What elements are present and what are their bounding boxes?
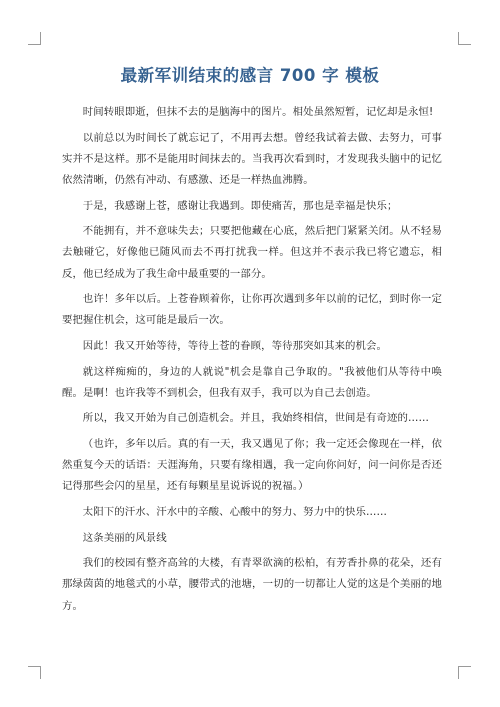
paragraph-3: 于是，我感谢上苍，感谢让我遇到。即使痛苦，那也是幸福是快乐； — [82, 199, 398, 212]
crop-mark-top-left — [28, 32, 41, 45]
paragraph-5: 也许！多年以后。上苍眷顾着你，让你再次遇到多年以前的记忆，到时你一定要把握住机会，这可能是最后一次。 — [62, 293, 442, 327]
paragraph-2: 以前总以为时间长了就忘记了，不用再去想。曾经我试着去做、去努力，可事实并不是这样。那不是能用时间抹去的。当我再次看到时，才发现我头脑中的记忆依然清晰，仍然有冲动、有感激、还是一样热血沸腾。 — [62, 131, 442, 186]
paragraph-7: 就这样痴痴的，身边的人就说"机会是靠自己争取的。"我被他们从等待中唤醒。是啊！也许我等不到机会，但我有双手，我可以为自己去创造。 — [62, 365, 442, 399]
paragraph-8: 所以，我又开始为自己创造机会。并且，我始终相信，世间是有奇迹的…… — [82, 412, 429, 425]
paragraph-10: 太阳下的汗水、汗水中的辛酸、心酸中的努力、努力中的快乐…… — [82, 505, 388, 518]
paragraph-1: 时间转眼即逝，但抹不去的是脑海中的图片。相处虽然短暂，记忆却是永恒! — [82, 106, 434, 118]
paragraph-12: 我们的校园有整齐高耸的大楼，有青翠欲滴的松柏，有芳香扑鼻的花朵，还有那绿茵茵的地毯式的小草，腰带式的池塘，一切的一切都让人觉的这是个美丽的地方。 — [62, 557, 442, 612]
paragraph-4: 不能拥有，并不意味失去；只要把他藏在心底，然后把门紧紧关闭。从不轻易去触碰它，好像他已随风而去不再打扰我一样。但这并不表示我已将它遗忘，相反，他已经成为了我生命中最重要的一部分。 — [62, 225, 442, 280]
document-title: 最新军训结束的感言 700 字 模板 — [120, 66, 380, 85]
crop-mark-top-right — [458, 32, 471, 45]
document-body — [62, 102, 442, 621]
paragraph-6: 因此！我又开始等待，等待上苍的眷顾，等待那突如其来的机会。 — [82, 339, 388, 352]
crop-mark-bottom-right — [458, 666, 471, 679]
paragraph-9: （也许，多年以后。真的有一天，我又遇见了你；我一定还会像现在一样，依然重复今天的话语：天涯海角，只要有缘相遇，我一定向你问好，问一问你是否还记得那些会闪的星星，还有每颗星星说诉说的祝福。） — [62, 437, 442, 493]
paragraph-11: 这条美丽的风景线 — [82, 531, 167, 544]
crop-mark-bottom-left — [28, 666, 41, 679]
